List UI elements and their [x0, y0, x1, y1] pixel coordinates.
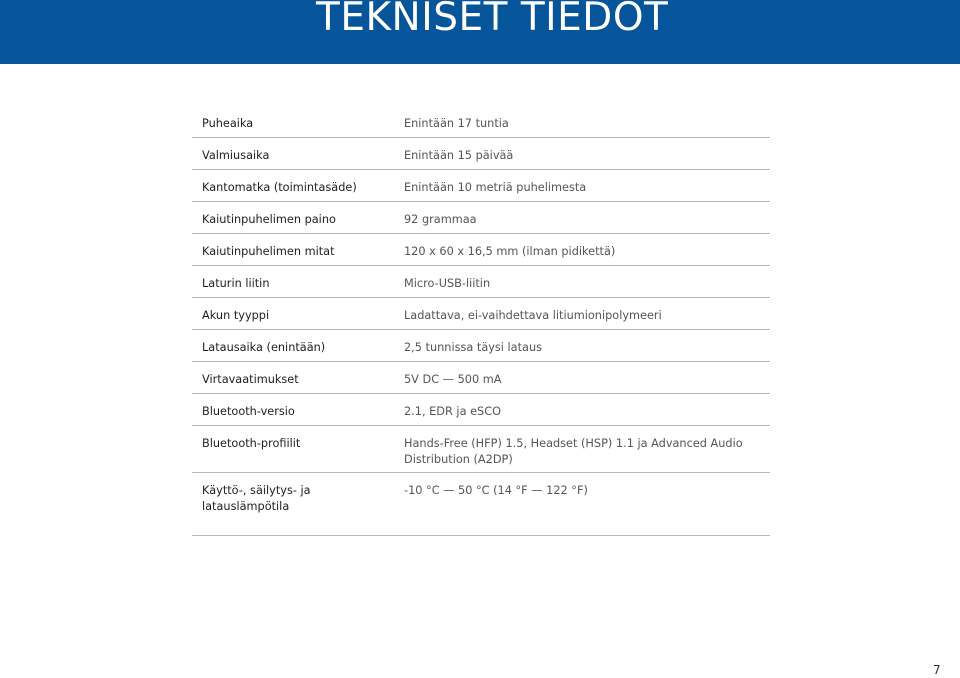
page-title: TEKNISET TIEDOT [316, 0, 669, 40]
spec-label: Kaiutinpuhelimen paino [202, 213, 336, 226]
spec-value: 92 grammaa [404, 213, 477, 226]
spec-label: Virtavaatimukset [202, 373, 299, 386]
specifications-table [192, 106, 770, 536]
spec-row-charger-connector [192, 266, 770, 298]
spec-label: Kaiutinpuhelimen mitat [202, 245, 335, 258]
spec-label: Kantomatka (toimintasäde) [202, 181, 357, 194]
spec-label: Käyttö-, säilytys- ja latauslämpötila [202, 484, 311, 513]
spec-row-range [192, 170, 770, 202]
spec-value: Ladattava, ei-vaihdettava litiumionipolymeeri [404, 309, 662, 322]
spec-row-bluetooth-profiles [192, 426, 770, 473]
spec-value: Enintään 15 päivää [404, 149, 514, 162]
spec-row-temperature [192, 473, 770, 536]
spec-value: 2,5 tunnissa täysi lataus [404, 341, 543, 354]
spec-value: Enintään 17 tuntia [404, 117, 509, 130]
spec-value: 120 x 60 x 16,5 mm (ilman pidikettä) [404, 245, 616, 258]
header-banner [0, 0, 960, 64]
spec-label: Laturin liitin [202, 277, 270, 290]
spec-row-standby-time [192, 138, 770, 170]
spec-value: 5V DC — 500 mA [404, 373, 502, 386]
spec-value: -10 °C — 50 °C (14 °F — 122 °F) [404, 484, 588, 497]
spec-label: Bluetooth-versio [202, 405, 295, 418]
page-number: 7 [933, 663, 941, 677]
spec-row-weight [192, 202, 770, 234]
spec-label: Valmiusaika [202, 149, 270, 162]
spec-row-battery-type [192, 298, 770, 330]
spec-value: 2.1, EDR ja eSCO [404, 405, 501, 418]
spec-row-power-requirements [192, 362, 770, 394]
spec-value: Enintään 10 metriä puhelimesta [404, 181, 587, 194]
spec-row-bluetooth-version [192, 394, 770, 426]
spec-row-charging-time [192, 330, 770, 362]
spec-value: Hands-Free (HFP) 1.5, Headset (HSP) 1.1 ja Advanced Audio Distribution (A2DP) [404, 437, 743, 466]
spec-value: Micro-USB-liitin [404, 277, 491, 290]
spec-label: Latausaika (enintään) [202, 341, 326, 354]
spec-label: Akun tyyppi [202, 309, 270, 322]
spec-row-dimensions [192, 234, 770, 266]
spec-row-talk-time [192, 106, 770, 138]
spec-label: Puheaika [202, 117, 254, 130]
spec-label: Bluetooth-profiilit [202, 437, 301, 450]
